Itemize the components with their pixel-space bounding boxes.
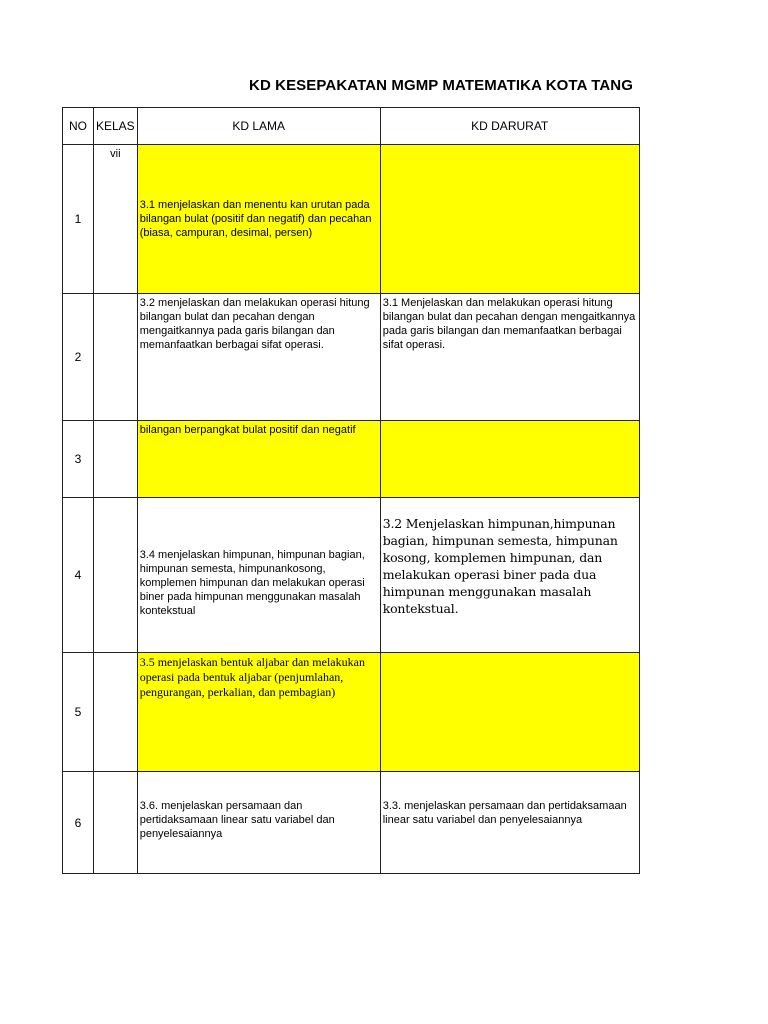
row-kelas	[94, 421, 138, 498]
kd-table	[62, 107, 640, 874]
row-number: 4	[63, 498, 94, 653]
row-kd-darurat: 3.2 Menjelaskan himpunan,himpunan bagian, himpunan semesta, himpunan kosong, komplemen himpunan, dan melakukan operasi biner pada dua himpunan menggunakan masalah kontekstual.	[380, 498, 639, 653]
row-kelas	[94, 772, 138, 874]
row-kd-darurat: 3.1 Menjelaskan dan melakukan operasi hitung bilangan bulat dan pecahan dengan mengaitkannya pada garis bilangan dan memanfaatkan berbagai sifat operasi.	[380, 294, 639, 421]
row-number: 2	[63, 294, 94, 421]
row-kd-lama: 3.2 menjelaskan dan melakukan operasi hitung bilangan bulat dan pecahan dengan mengaitkannya pada garis bilangan dan memanfaatkan berbagai sifat operasi.	[137, 294, 380, 421]
row-kelas: vii	[94, 145, 138, 294]
row-number: 5	[63, 653, 94, 772]
row-kd-lama: 3.4 menjelaskan himpunan, himpunan bagian, himpunan semesta, himpunankosong, komplemen himpunan dan melakukan operasi biner pada himpunan menggunakan masalah kontekstual	[137, 498, 380, 653]
row-kd-lama: bilangan berpangkat bulat positif dan negatif	[137, 421, 380, 498]
document-title: KD KESEPAKATAN MGMP MATEMATIKA KOTA TANG	[249, 77, 633, 94]
table-row	[63, 653, 640, 772]
row-kd-darurat	[380, 145, 639, 294]
table-row	[63, 772, 640, 874]
row-number: 3	[63, 421, 94, 498]
row-kelas	[94, 498, 138, 653]
row-kd-darurat	[380, 653, 639, 772]
table-row	[63, 145, 640, 294]
row-kd-lama: 3.6. menjelaskan persamaan dan pertidaksamaan linear satu variabel dan penyelesaiannya	[137, 772, 380, 874]
table-row	[63, 498, 640, 653]
row-kd-lama: 3.5 menjelaskan bentuk aljabar dan melakukan operasi pada bentuk aljabar (penjumlahan, pengurangan, perkalian, dan pembagian)	[137, 653, 380, 772]
header-kelas: KELAS	[94, 108, 138, 145]
row-kd-darurat	[380, 421, 639, 498]
header-kd-lama: KD LAMA	[137, 108, 380, 145]
row-kd-darurat: 3.3. menjelaskan persamaan dan pertidaksamaan linear satu variabel dan penyelesaiannya	[380, 772, 639, 874]
row-kelas	[94, 653, 138, 772]
row-number: 1	[63, 145, 94, 294]
table-header-row	[63, 108, 640, 145]
header-no: NO	[63, 108, 94, 145]
row-number: 6	[63, 772, 94, 874]
table-row	[63, 421, 640, 498]
row-kd-lama: 3.1 menjelaskan dan menentu kan urutan pada bilangan bulat (positif dan negatif) dan pecahan (biasa, campuran, desimal, persen)	[137, 145, 380, 294]
header-kd-darurat: KD DARURAT	[380, 108, 639, 145]
table-row	[63, 294, 640, 421]
row-kelas	[94, 294, 138, 421]
